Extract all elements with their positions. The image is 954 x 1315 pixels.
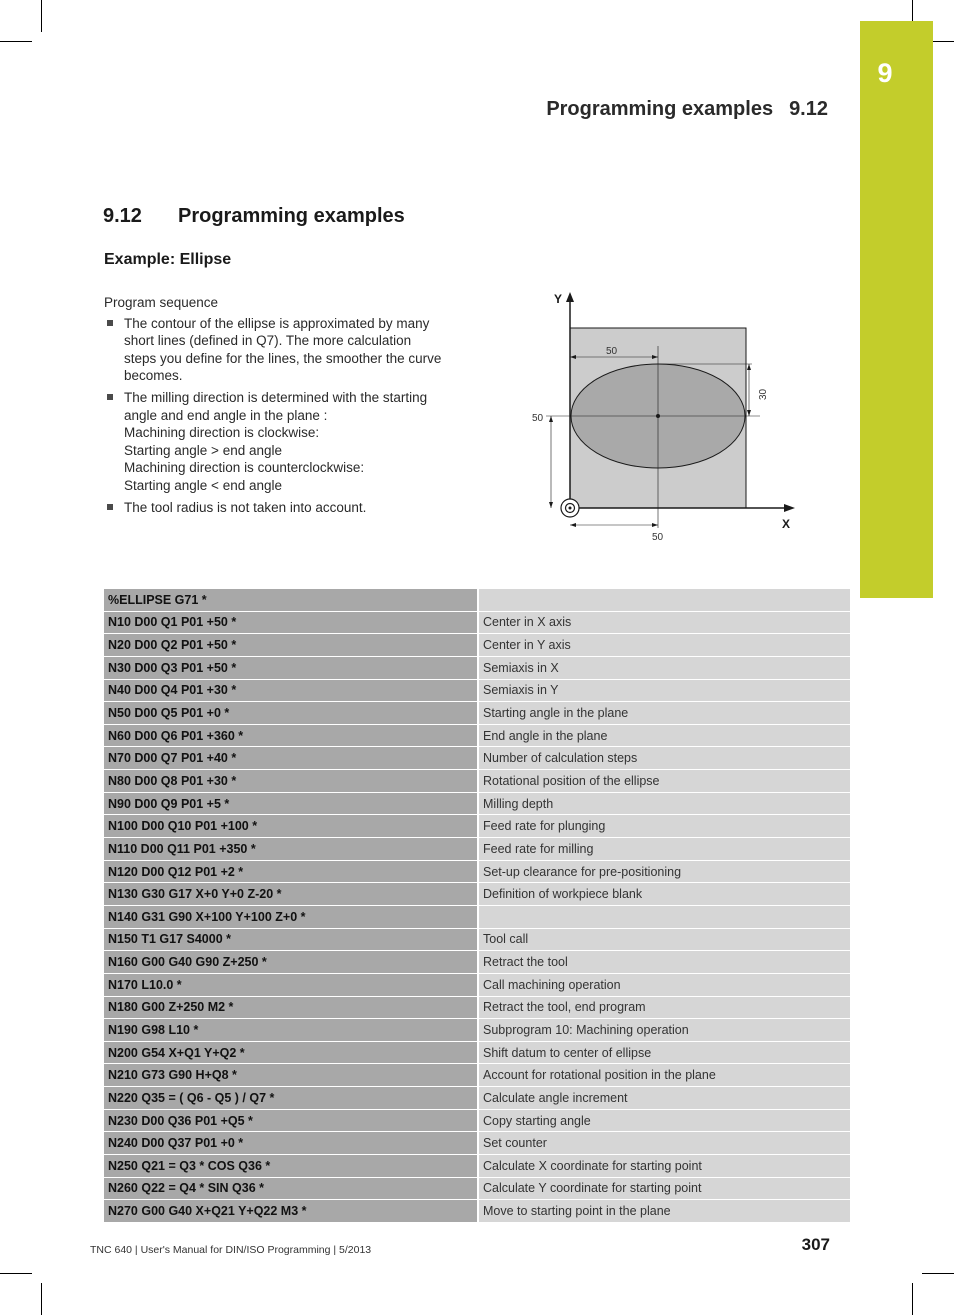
table-row: [104, 634, 850, 657]
table-row: [104, 996, 850, 1019]
table-row: [104, 747, 850, 770]
table-row: [104, 1019, 850, 1042]
bullet-line: steps you define for the lines, the smoother the curve: [124, 350, 442, 366]
dimension-arrow: [549, 416, 553, 422]
nc-code-cell: N170 L10.0 *: [104, 973, 478, 996]
nc-code-cell: N30 D00 Q3 P01 +50 *: [104, 656, 478, 679]
section-number: 9.12: [103, 205, 142, 227]
description-cell: Feed rate for plunging: [478, 815, 850, 838]
table-row: [104, 724, 850, 747]
description-cell: Calculate angle increment: [478, 1087, 850, 1110]
bullet-line: Starting angle < end angle: [124, 477, 282, 493]
bullet-square-icon: [107, 320, 113, 326]
nc-code-cell: N140 G31 G90 X+100 Y+100 Z+0 *: [104, 905, 478, 928]
table-row: [104, 1177, 850, 1200]
table-row: [104, 860, 850, 883]
nc-code-cell: N110 D00 Q11 P01 +350 *: [104, 838, 478, 861]
table-row: [104, 838, 850, 861]
bullet-item: [104, 389, 484, 495]
intro-text: [104, 294, 484, 520]
description-cell: Call machining operation: [478, 973, 850, 996]
dimension-right-label: 30: [758, 388, 769, 400]
description-cell: Starting angle in the plane: [478, 702, 850, 725]
running-header-section: 9.12: [789, 98, 828, 120]
nc-code-cell: N190 G98 L10 *: [104, 1019, 478, 1042]
description-cell: Rotational position of the ellipse: [478, 770, 850, 793]
bullet-square-icon: [107, 504, 113, 510]
intro-label: Program sequence: [104, 295, 219, 310]
ellipse-figure: [520, 282, 810, 547]
description-cell: Set-up clearance for pre-positioning: [478, 860, 850, 883]
dimension-arrow: [570, 523, 576, 527]
center-point: [656, 414, 660, 418]
nc-code-cell: N270 G00 G40 X+Q21 Y+Q22 M3 *: [104, 1200, 478, 1223]
nc-code-cell: %ELLIPSE G71 *: [104, 589, 478, 611]
bullet-item: [104, 499, 484, 517]
nc-code-cell: N80 D00 Q8 P01 +30 *: [104, 770, 478, 793]
dimension-arrow: [747, 410, 751, 416]
table-row: [104, 1109, 850, 1132]
nc-code-cell: N10 D00 Q1 P01 +50 *: [104, 611, 478, 634]
crop-mark: [41, 0, 42, 32]
table-row: [104, 973, 850, 996]
nc-code-cell: N220 Q35 = ( Q6 - Q5 ) / Q7 *: [104, 1087, 478, 1110]
dimension-top-label: 50: [606, 346, 618, 357]
nc-code-cell: N240 D00 Q37 P01 +0 *: [104, 1132, 478, 1155]
nc-code-cell: N60 D00 Q6 P01 +360 *: [104, 724, 478, 747]
dimension-arrow: [549, 502, 553, 508]
bullet-item: [104, 315, 484, 385]
nc-code-cell: N90 D00 Q9 P01 +5 *: [104, 792, 478, 815]
table-row: [104, 928, 850, 951]
bullet-line: becomes.: [124, 368, 183, 384]
description-cell: [478, 905, 850, 928]
table-row: [104, 792, 850, 815]
footer-text: TNC 640 | User's Manual for DIN/ISO Programming | 5/2013: [90, 1244, 372, 1256]
program-table: [104, 589, 850, 1223]
program-table-body: [104, 589, 850, 1222]
table-row: [104, 656, 850, 679]
crop-mark: [922, 1273, 954, 1274]
table-row: [104, 815, 850, 838]
crop-mark: [0, 1273, 32, 1274]
description-cell: Subprogram 10: Machining operation: [478, 1019, 850, 1042]
bullet-line: The tool radius is not taken into account.: [124, 499, 367, 515]
table-row: [104, 883, 850, 906]
nc-code-cell: N250 Q21 = Q3 * COS Q36 *: [104, 1155, 478, 1178]
description-cell: Account for rotational position in the plane: [478, 1064, 850, 1087]
dimension-arrow: [652, 523, 658, 527]
table-row: [104, 611, 850, 634]
example-heading: Example: Ellipse: [104, 251, 232, 268]
dimension-left-label: 50: [532, 413, 544, 424]
table-row: [104, 702, 850, 725]
nc-code-cell: N160 G00 G40 G90 Z+250 *: [104, 951, 478, 974]
bullet-line: short lines (defined in Q7). The more calculation: [124, 333, 412, 349]
running-header-title: Programming examples: [546, 98, 774, 120]
crop-mark: [0, 41, 32, 42]
table-row: [104, 1155, 850, 1178]
bullet-line: Machining direction is clockwise:: [124, 425, 320, 441]
x-axis-label: X: [782, 517, 791, 531]
section-heading: [103, 205, 405, 228]
nc-code-cell: N20 D00 Q2 P01 +50 *: [104, 634, 478, 657]
nc-code-cell: N130 G30 G17 X+0 Y+0 Z-20 *: [104, 883, 478, 906]
bullet-line: Machining direction is counterclockwise:: [124, 460, 365, 476]
table-row: [104, 589, 850, 611]
table-row: [104, 1200, 850, 1223]
nc-code-cell: N120 D00 Q12 P01 +2 *: [104, 860, 478, 883]
table-row: [104, 905, 850, 928]
nc-code-cell: N200 G54 X+Q1 Y+Q2 *: [104, 1041, 478, 1064]
page-number: 307: [801, 1235, 830, 1254]
table-row: [104, 1087, 850, 1110]
description-cell: Semiaxis in Y: [478, 679, 850, 702]
bullet-list: [104, 315, 484, 517]
description-cell: Copy starting angle: [478, 1109, 850, 1132]
description-cell: Feed rate for milling: [478, 838, 850, 861]
x-axis-arrow: [784, 504, 795, 512]
description-cell: Retract the tool: [478, 951, 850, 974]
nc-code-cell: N70 D00 Q7 P01 +40 *: [104, 747, 478, 770]
description-cell: [478, 589, 850, 611]
description-cell: Set counter: [478, 1132, 850, 1155]
chapter-tab: [860, 21, 933, 598]
bullet-line: angle and end angle in the plane :: [124, 407, 328, 423]
crop-mark: [912, 1283, 913, 1315]
description-cell: Retract the tool, end program: [478, 996, 850, 1019]
description-cell: Calculate X coordinate for starting point: [478, 1155, 850, 1178]
nc-code-cell: N210 G73 G90 H+Q8 *: [104, 1064, 478, 1087]
y-axis-label: Y: [554, 292, 563, 306]
table-row: [104, 951, 850, 974]
description-cell: Center in Y axis: [478, 634, 850, 657]
description-cell: Semiaxis in X: [478, 656, 850, 679]
description-cell: Milling depth: [478, 792, 850, 815]
origin-symbol-dot: [569, 507, 572, 510]
nc-code-cell: N40 D00 Q4 P01 +30 *: [104, 679, 478, 702]
nc-code-cell: N260 Q22 = Q4 * SIN Q36 *: [104, 1177, 478, 1200]
nc-code-cell: N100 D00 Q10 P01 +100 *: [104, 815, 478, 838]
section-title: Programming examples: [178, 205, 405, 227]
description-cell: Center in X axis: [478, 611, 850, 634]
nc-code-cell: N150 T1 G17 S4000 *: [104, 928, 478, 951]
table-row: [104, 770, 850, 793]
running-header: [546, 98, 828, 121]
chapter-number: 9: [877, 58, 893, 88]
bullet-line: Starting angle > end angle: [124, 442, 282, 458]
table-row: [104, 1041, 850, 1064]
description-cell: Definition of workpiece blank: [478, 883, 850, 906]
description-cell: Tool call: [478, 928, 850, 951]
description-cell: Number of calculation steps: [478, 747, 850, 770]
description-cell: End angle in the plane: [478, 724, 850, 747]
dimension-bottom-label: 50: [652, 532, 664, 543]
y-axis-arrow: [566, 292, 574, 302]
nc-code-cell: N50 D00 Q5 P01 +0 *: [104, 702, 478, 725]
description-cell: Shift datum to center of ellipse: [478, 1041, 850, 1064]
nc-code-cell: N180 G00 Z+250 M2 *: [104, 996, 478, 1019]
dimension-arrow: [747, 364, 751, 370]
nc-code-cell: N230 D00 Q36 P01 +Q5 *: [104, 1109, 478, 1132]
description-cell: Calculate Y coordinate for starting point: [478, 1177, 850, 1200]
description-cell: Move to starting point in the plane: [478, 1200, 850, 1223]
bullet-line: The contour of the ellipse is approximated by many: [124, 315, 430, 331]
table-row: [104, 679, 850, 702]
crop-mark: [41, 1283, 42, 1315]
bullet-square-icon: [107, 394, 113, 400]
table-row: [104, 1064, 850, 1087]
bullet-line: The milling direction is determined with the starting: [124, 389, 428, 405]
table-row: [104, 1132, 850, 1155]
